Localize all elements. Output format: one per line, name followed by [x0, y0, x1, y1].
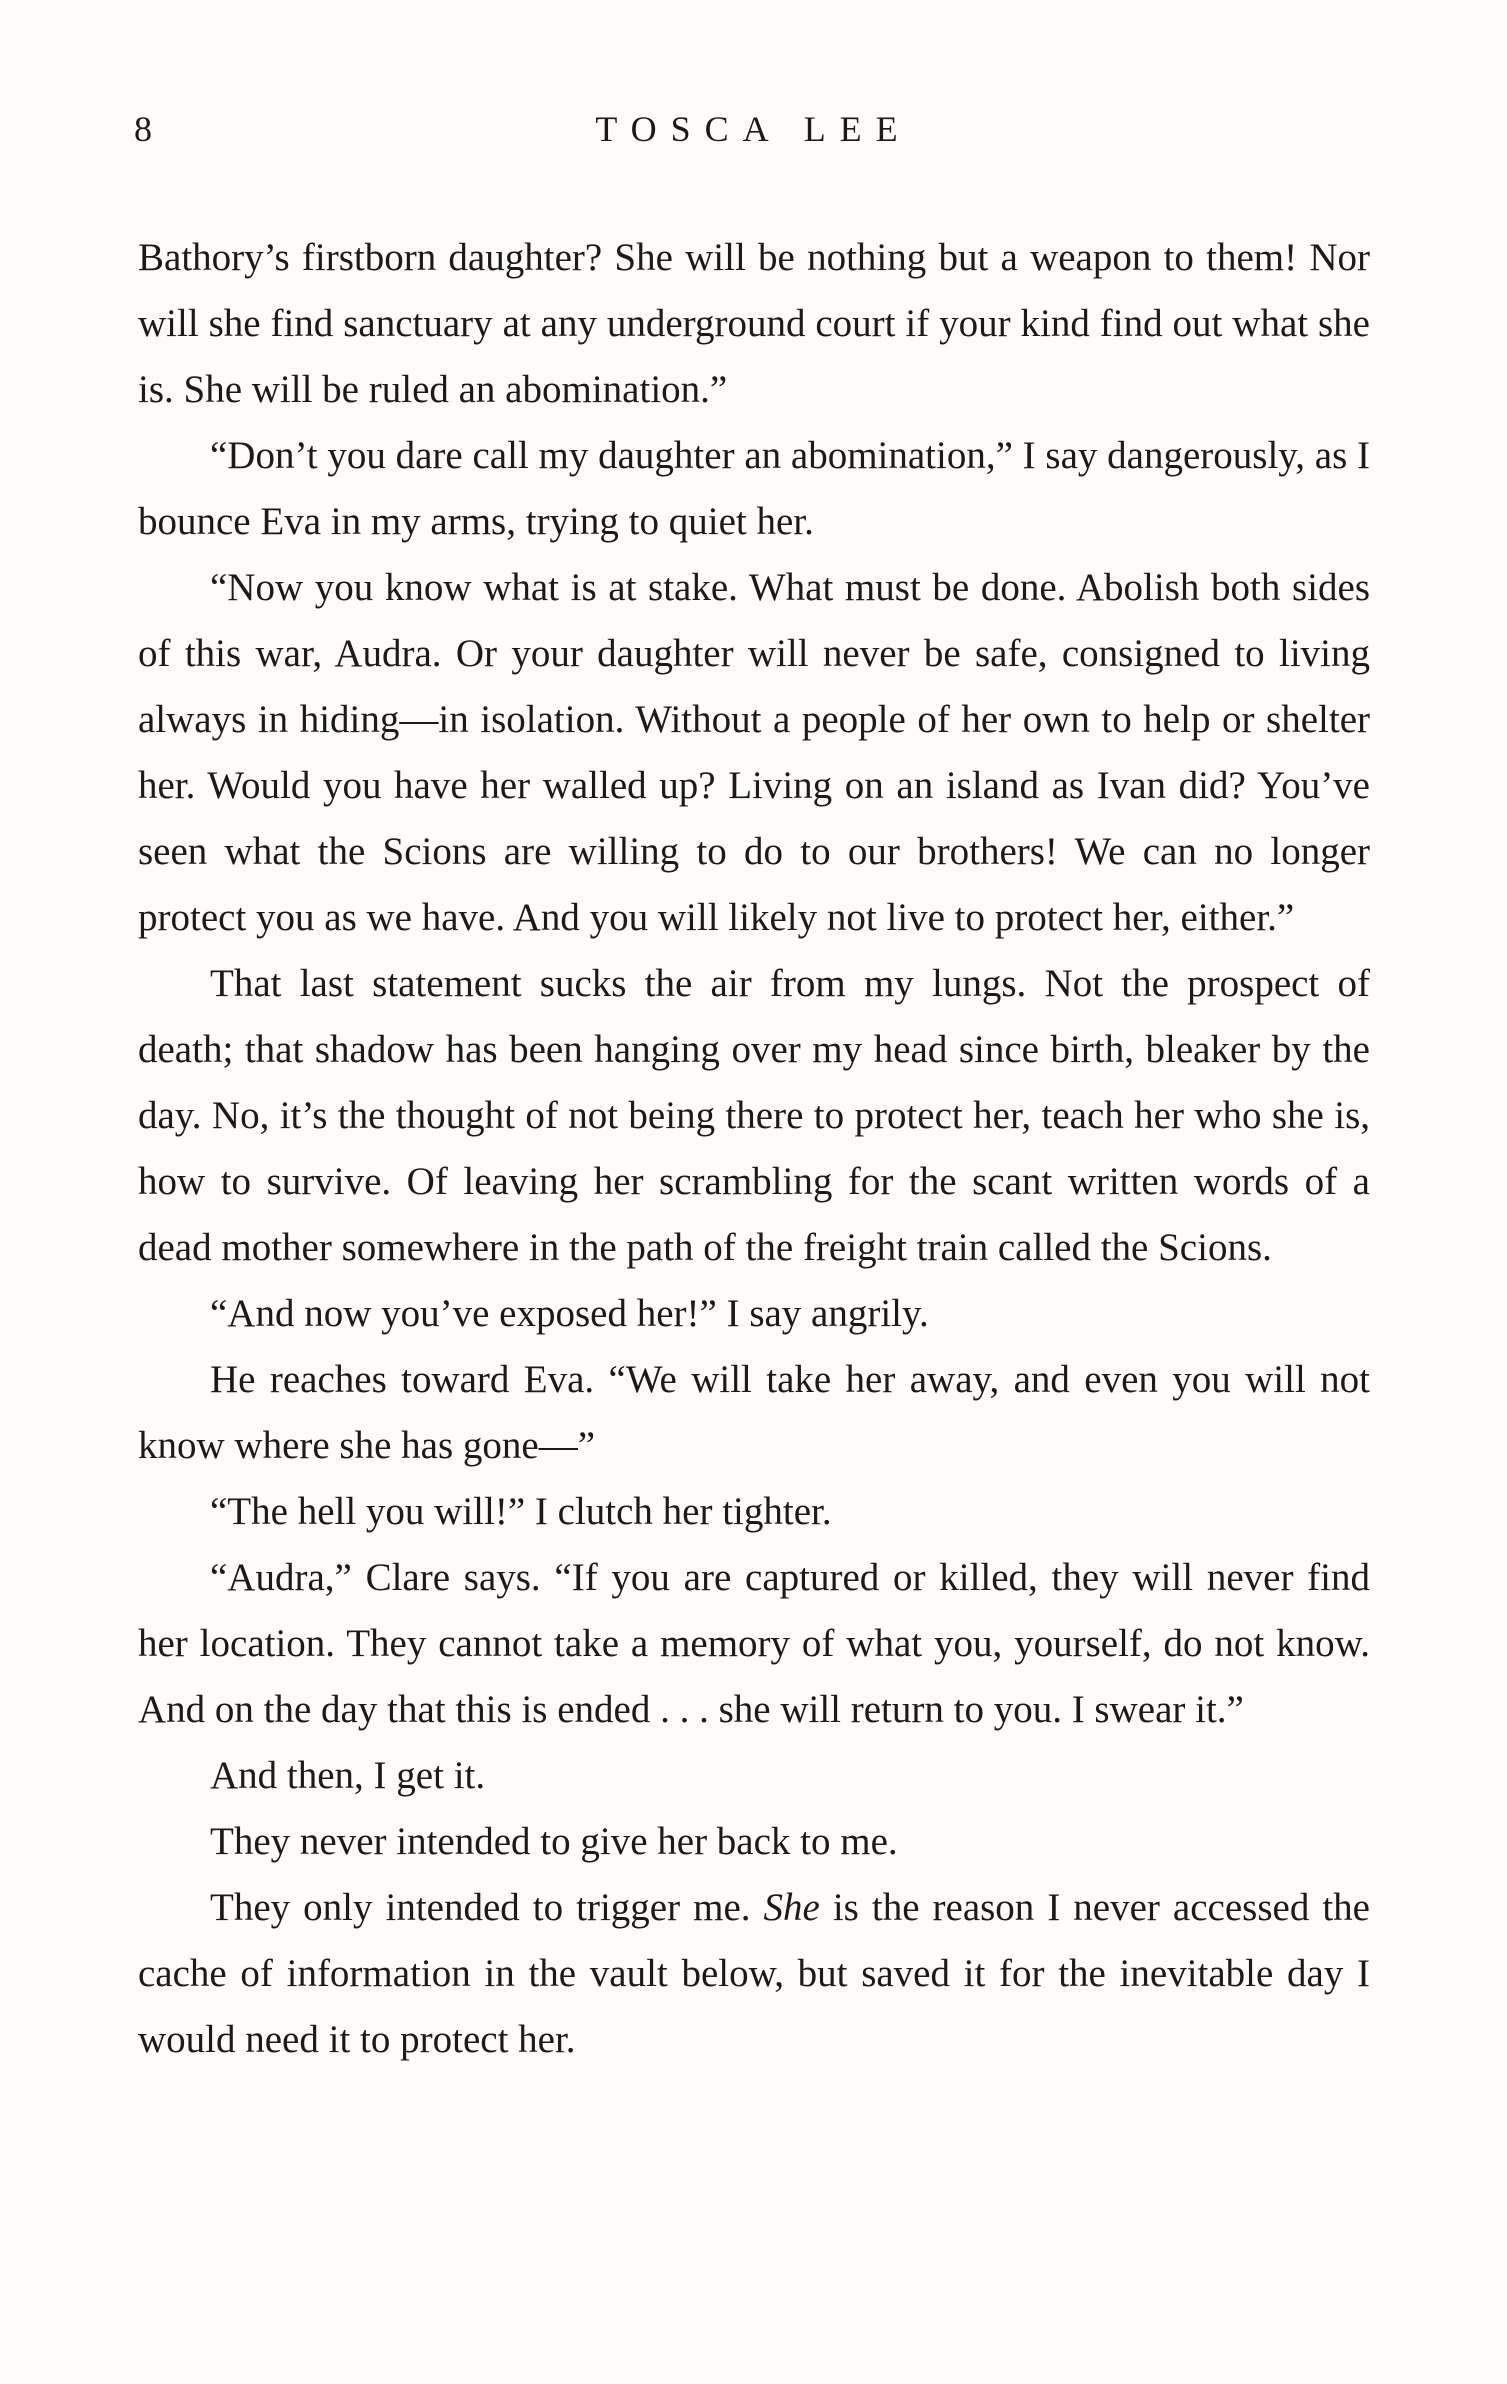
page-number: 8: [134, 109, 152, 149]
paragraph: And then, I get it.: [210, 1754, 486, 1797]
paragraph: “Audra,” Clare says. “If you are captured or killed, they will never find her location. They cannot take a memory of what you, yourself, do not know. And on the day that this is ended . . . she will return to you. I swear it.”: [138, 1556, 1370, 1731]
paragraph-text: They only intended to trigger me.: [210, 1886, 764, 1929]
paragraph: “And now you’ve exposed her!” I say angrily.: [210, 1292, 929, 1335]
paragraph: “Don’t you dare call my daughter an abomination,” I say dangerously, as I bounce Eva in my arms, trying to quiet her.: [138, 434, 1370, 543]
paragraph: He reaches toward Eva. “We will take her away, and even you will not know where she has gone—”: [138, 1358, 1370, 1467]
running-head-author: TOSCA LEE: [595, 109, 912, 149]
paragraph: They never intended to give her back to me.: [210, 1820, 898, 1863]
paragraph: “Now you know what is at stake. What must be done. Abolish both sides of this war, Audra. Or your daughter will never be safe, consigned to living always in hiding—in isolation. Without a people of her own to help or shelter her. Would you have her walled up? Living on an island as Ivan did? You’ve seen what the Scions are willing to do to our brothers! We can no longer protect you as we have. And you will likely not live to protect her, either.”: [138, 566, 1370, 939]
paragraph-last: [138, 1875, 1370, 2073]
body-text: [138, 225, 1370, 2073]
paragraph: That last statement sucks the air from my lungs. Not the prospect of death; that shadow has been hanging over my head since birth, bleaker by the day. No, it’s the thought of not being there to protect her, teach her who she is, how to survive. Of leaving her scrambling for the scant written words of a dead mother somewhere in the path of the freight train called the Scions.: [138, 962, 1370, 1269]
paragraph: Bathory’s firstborn daughter? She will be nothing but a weapon to them! Nor will she find sanctuary at any underground court if your kind find out what she is. She will be ruled an abomination.”: [138, 236, 1370, 411]
paragraph-text: is the reason I never accessed the cache of information in the vault below, but saved it for the inevitable day I would need it to protect her.: [138, 1886, 1370, 2061]
emphasis-text: She: [763, 1886, 820, 1929]
running-head: [0, 108, 1507, 158]
paragraph: “The hell you will!” I clutch her tighter.: [210, 1490, 832, 1533]
